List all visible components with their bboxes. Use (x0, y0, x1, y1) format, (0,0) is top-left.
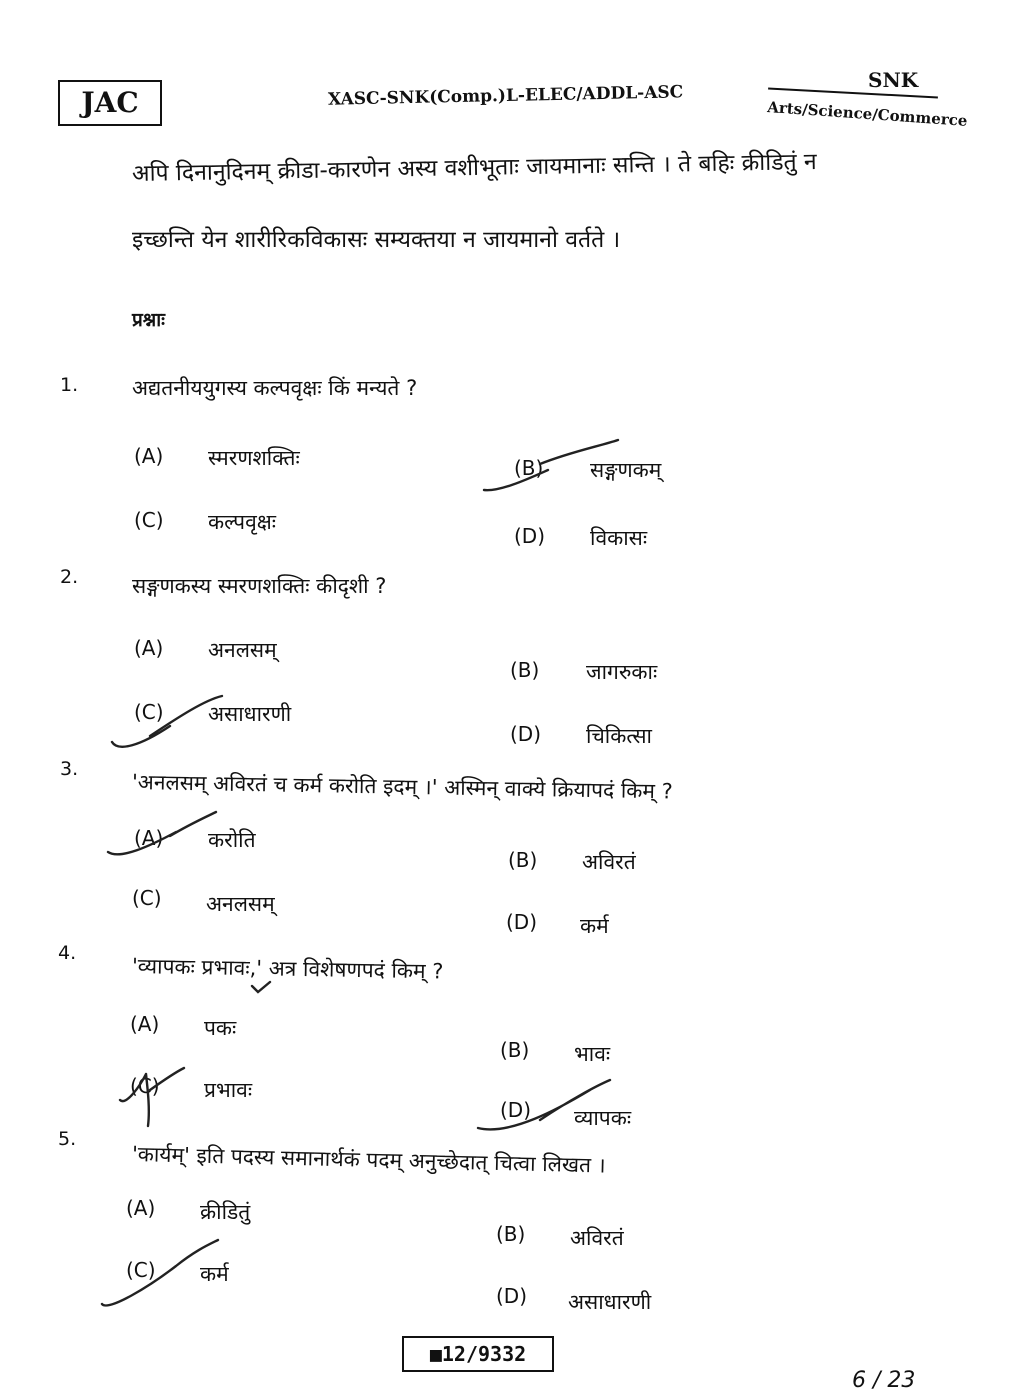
option-label: (A) (134, 636, 164, 660)
option-text: अनलसम् (206, 892, 275, 916)
question-text: 'व्यापकः प्रभावः,' अत्र विशेषणपदं किम् ? (131, 954, 444, 984)
question-number: 3. (60, 758, 79, 780)
option-label: (B) (496, 1222, 526, 1246)
option-text: असाधारणी (568, 1290, 652, 1314)
page-number: 6 / 23 (852, 1368, 916, 1393)
option-text: चिकित्सा (586, 724, 652, 748)
subject-code: SNK (868, 68, 919, 92)
question-number: 2. (60, 566, 79, 588)
option-label: (A) (126, 1196, 156, 1220)
option-label: (C) (134, 508, 164, 532)
option-text: कल्पवृक्षः (208, 510, 277, 534)
option-text: प्रभावः (204, 1078, 253, 1102)
option-text: क्रीडितुं (200, 1200, 251, 1224)
question-number: 4. (58, 942, 77, 964)
option-text: अनलसम् (208, 638, 277, 662)
option-text: जागरुकाः (586, 660, 658, 684)
option-label: (B) (508, 848, 538, 872)
option-text: विकासः (590, 526, 648, 550)
booklet-code: ■12/9332 (402, 1336, 554, 1372)
option-label: (D) (506, 910, 538, 934)
question-number: 5. (58, 1128, 77, 1150)
tick-mark-q2 (112, 696, 222, 747)
questions-heading: प्रश्नाः (132, 309, 166, 331)
jac-badge: JAC (58, 80, 162, 126)
option-text: अविरतं (582, 850, 636, 874)
option-label: (D) (514, 524, 546, 548)
option-label: (B) (500, 1038, 530, 1062)
option-label: (C) (126, 1258, 156, 1282)
option-text: सङ्गणकम् (590, 458, 662, 482)
passage-line-2: इच्छन्ति येन शारीरिकविकासः सम्यक्तया न जायमानो वर्तते । (132, 227, 621, 253)
option-label: (C) (130, 1074, 160, 1098)
question-text: 'अनलसम् अविरतं च कर्म करोति इदम् ।' अस्मिन् वाक्ये क्रियापदं किम् ? (131, 770, 674, 804)
option-label: (B) (510, 658, 540, 682)
option-text: अविरतं (570, 1226, 624, 1250)
question-text: सङ्गणकस्य स्मरणशक्तिः कीदृशी ? (132, 574, 387, 598)
option-label: (C) (134, 700, 164, 724)
option-text: करोति (208, 828, 256, 852)
option-text: भावः (574, 1042, 611, 1066)
question-text: अद्यतनीययुगस्य कल्पवृक्षः किं मन्यते ? (132, 376, 418, 400)
option-label: (D) (500, 1098, 532, 1122)
option-text: पकः (204, 1016, 237, 1040)
option-text: व्यापकः (574, 1106, 632, 1130)
passage-line-1: अपि दिनानुदिनम् क्रीडा-कारणेन अस्य वशीभूताः जायमानाः सन्ति । ते बहिः क्रीडितुं न (131, 149, 817, 187)
option-text: स्मरणशक्तिः (208, 446, 300, 470)
stream-label: Arts/Science/Commerce (766, 98, 968, 130)
paper-code: XASC-SNK(Comp.)L-ELEC/ADDL-ASC (327, 82, 684, 110)
option-label: (B) (514, 456, 544, 480)
option-text: असाधारणी (208, 702, 292, 726)
question-number: 1. (60, 374, 79, 396)
option-text: कर्म (200, 1262, 229, 1286)
option-label: (C) (132, 886, 162, 910)
option-label: (A) (130, 1012, 160, 1036)
option-label: (A) (134, 826, 164, 850)
option-label: (D) (496, 1284, 528, 1308)
question-text: 'कार्यम्' इति पदस्य समानार्थकं पदम् अनुच्छेदात् चित्वा लिखत । (131, 1142, 606, 1178)
option-label: (A) (134, 444, 164, 468)
option-label: (D) (510, 722, 542, 746)
option-text: कर्म (580, 914, 609, 938)
tick-mark-q4-text (252, 982, 270, 992)
